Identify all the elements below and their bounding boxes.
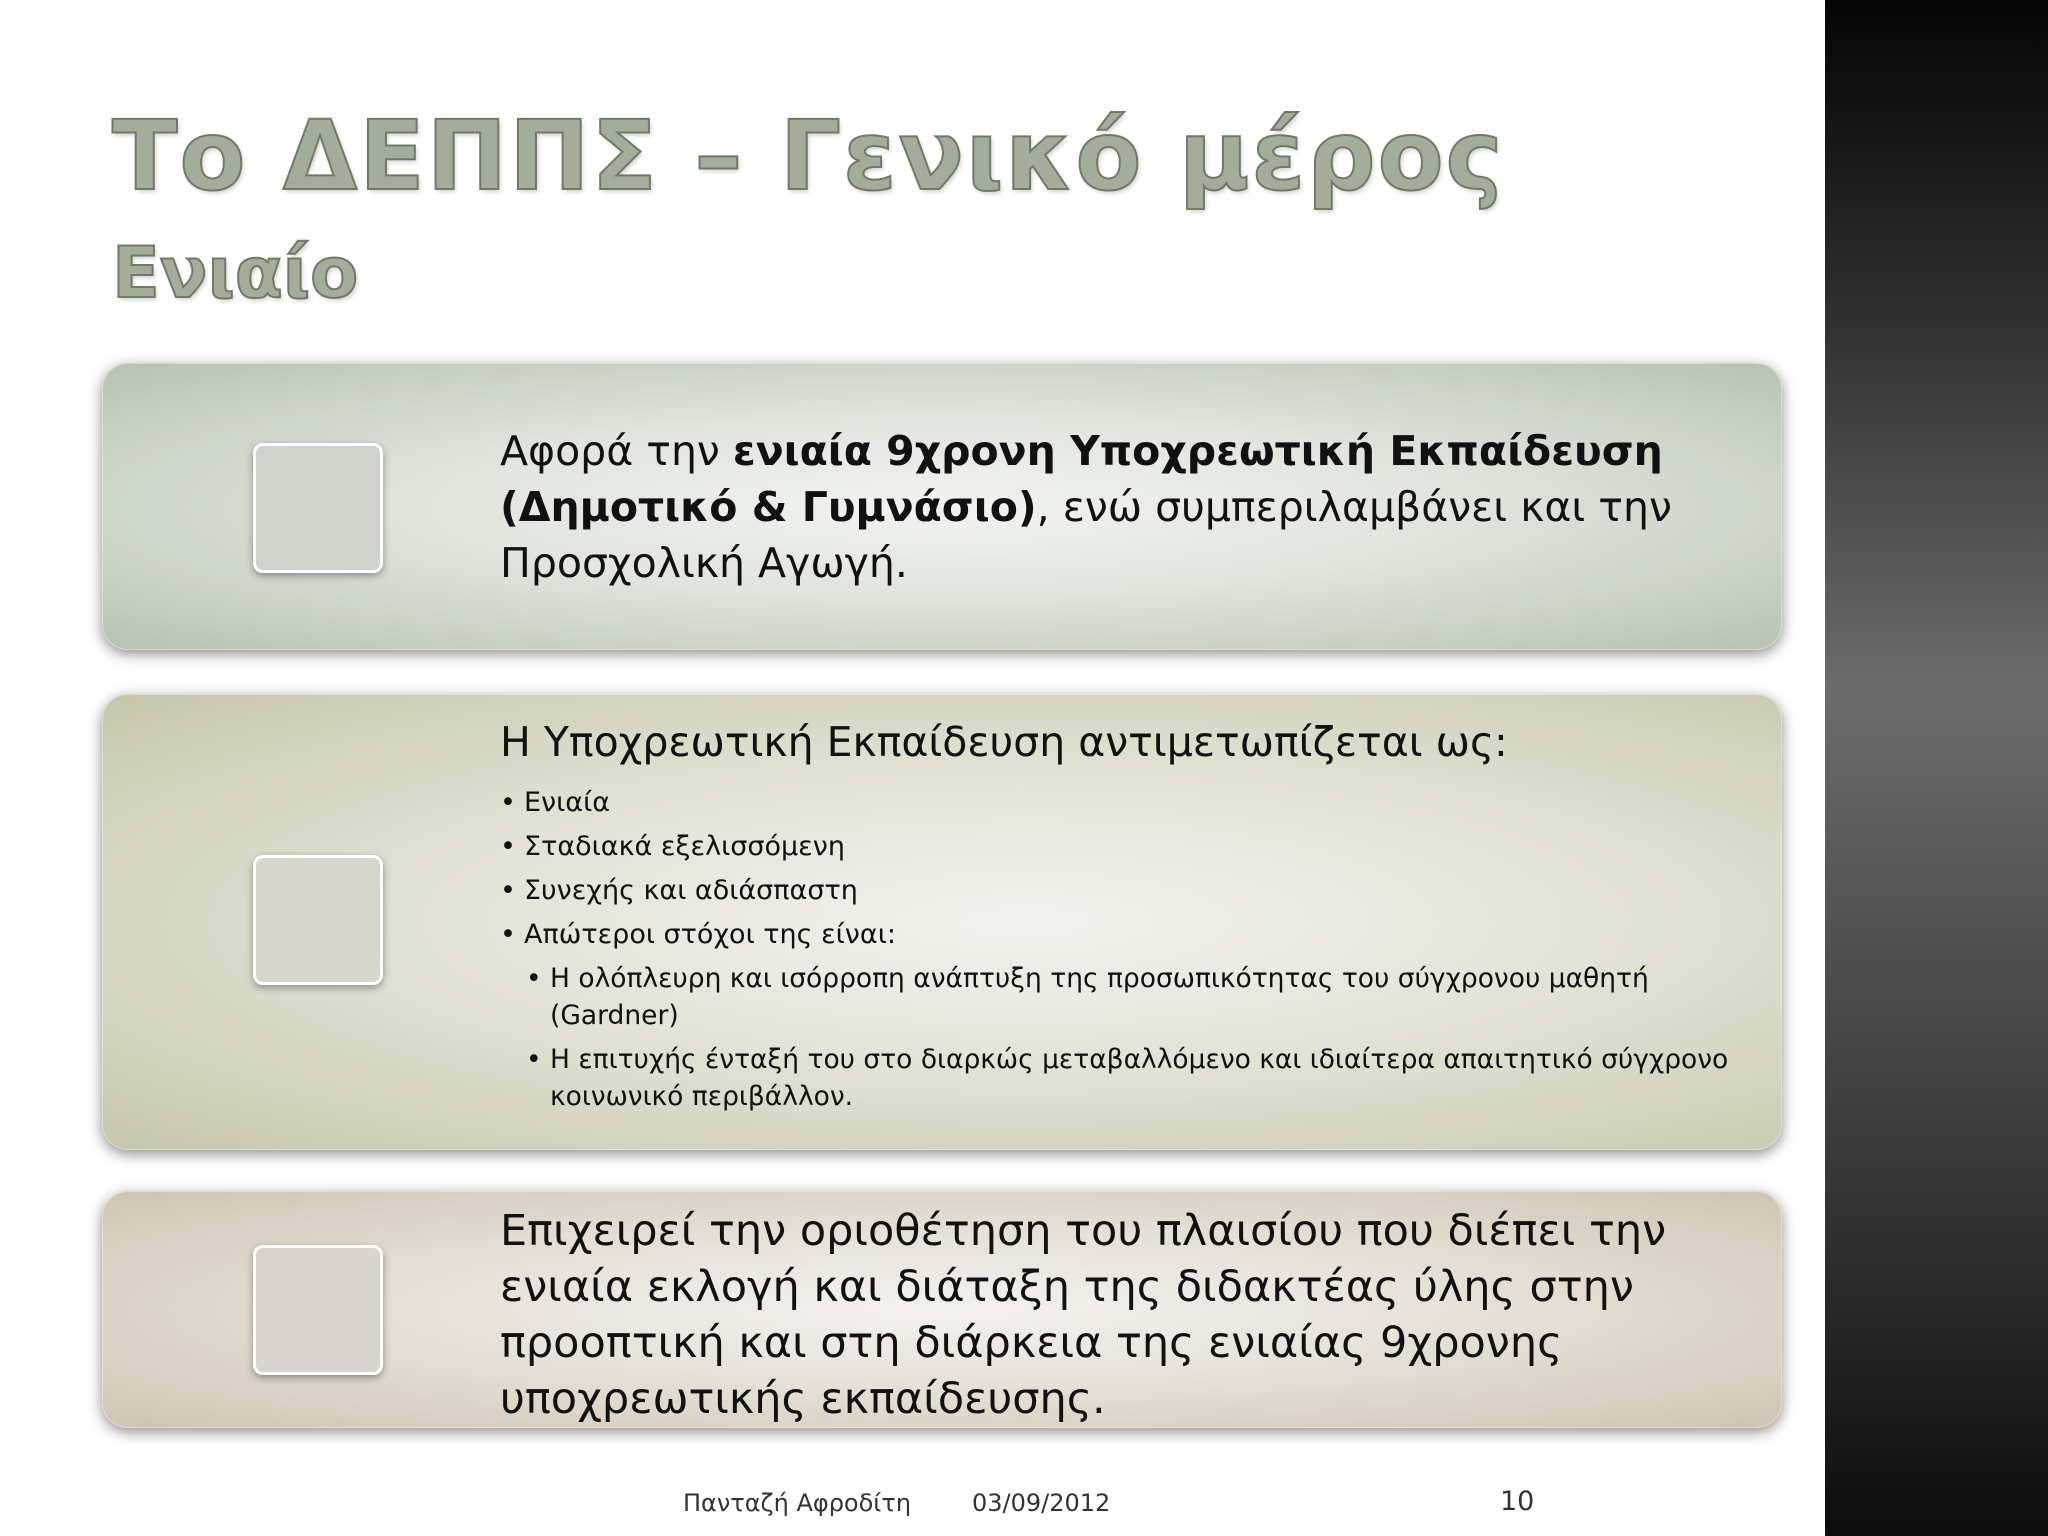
panel-square-icon bbox=[253, 443, 383, 573]
content-panel-2 bbox=[102, 694, 1782, 1150]
panel-1-bold: ενιαία 9χρονη Υποχρεωτική Εκπαίδευση (Δημοτικό & Γυμνάσιο) bbox=[500, 427, 1663, 531]
content-panel-1 bbox=[102, 363, 1782, 650]
list-item: • Ενιαία bbox=[500, 784, 1770, 821]
side-decoration-band bbox=[1825, 0, 2048, 1536]
sub-list-item: • Η ολόπλευρη και ισόρροπη ανάπτυξη της προσωπικότητας του σύγχρονου μαθητή (Gardner) bbox=[526, 960, 1770, 1034]
sub-list-item: • Η επιτυχής ένταξή του στο διαρκώς μεταβαλλόμενο και ιδιαίτερα απαιτητικό σύγχρονο κοινωνικό περιβάλλον. bbox=[526, 1041, 1770, 1115]
list-item: • Σταδιακά εξελισσόμενη bbox=[500, 828, 1770, 865]
panel-1-intro: Αφορά την bbox=[500, 427, 733, 475]
panel-2-heading: Η Υποχρεωτική Εκπαίδευση αντιμετωπίζεται ως: bbox=[500, 718, 1508, 766]
footer-author: Πανταζή Αφροδίτη bbox=[683, 1489, 912, 1517]
slide-subtitle: Ενιαίο bbox=[112, 232, 359, 314]
content-panel-3 bbox=[102, 1191, 1782, 1428]
slide-number: 10 bbox=[1500, 1486, 1535, 1517]
list-item: • Συνεχής και αδιάσπαστη bbox=[500, 872, 1770, 909]
footer-date: 03/09/2012 bbox=[972, 1489, 1111, 1517]
panel-square-icon bbox=[253, 855, 383, 985]
panel-2-bullet-list bbox=[500, 784, 1770, 1122]
panel-1-rest: , ενώ συμπεριλαμβάνει και την Προσχολική Αγωγή. bbox=[500, 483, 1672, 587]
slide-title: Το ΔΕΠΠΣ – Γενικό μέρος bbox=[112, 100, 1505, 212]
panel-square-icon bbox=[253, 1245, 383, 1375]
panel-3-text: Επιχειρεί την οριοθέτηση του πλαισίου που διέπει την ενιαία εκλογή και διάταξη της διδακτέας ύλης στην προοπτική και στη διάρκεια της ενιαίας 9χρονης υποχρεωτικής εκπαίδευσης. bbox=[500, 1206, 1667, 1424]
panel-1-text bbox=[500, 423, 1764, 591]
list-item: • Απώτεροι στόχοι της είναι: bbox=[500, 916, 1770, 953]
